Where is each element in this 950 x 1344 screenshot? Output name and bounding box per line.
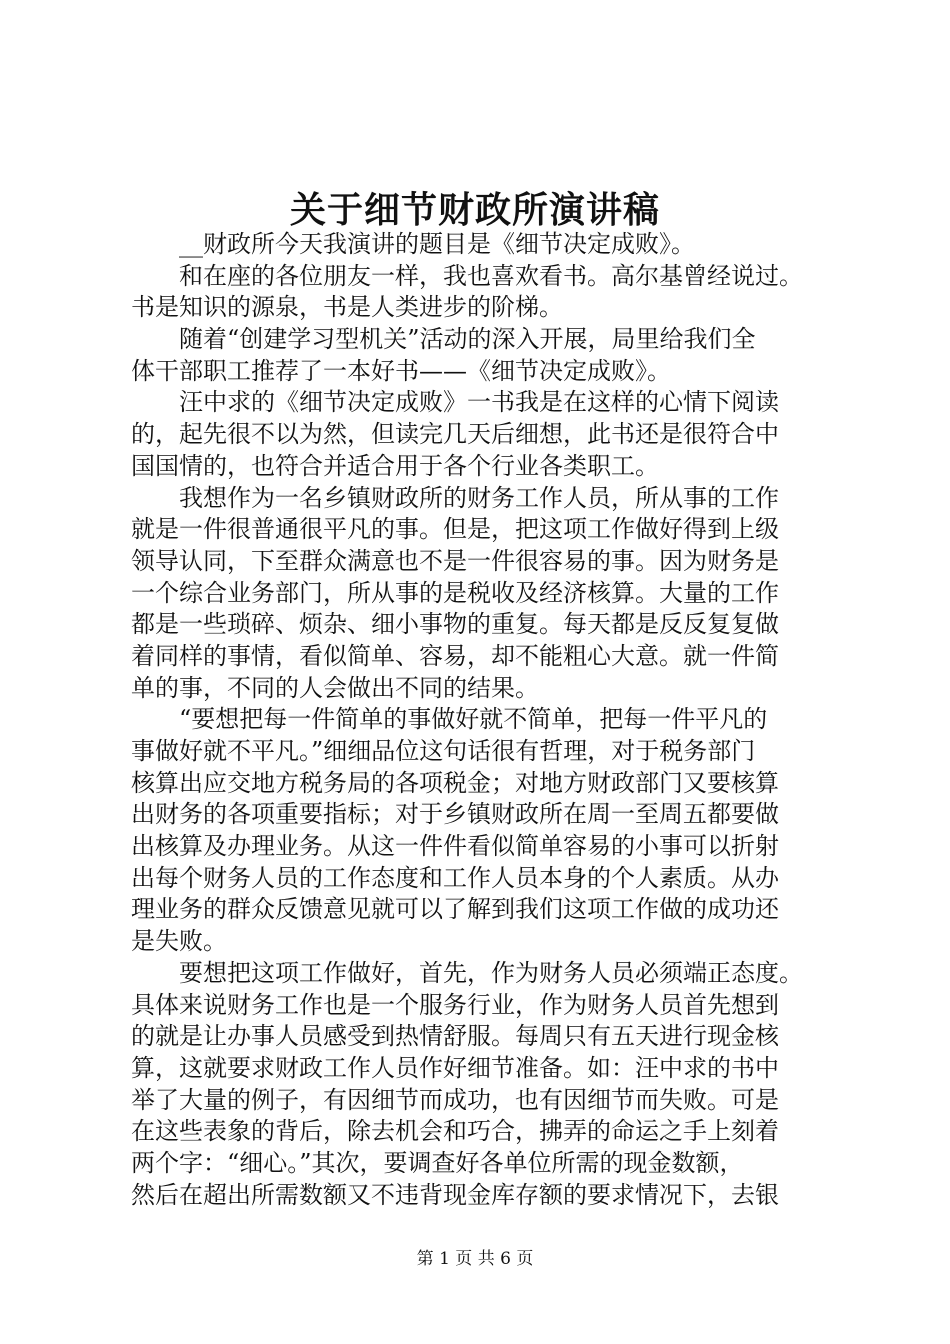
body-line: 核算出应交地方税务局的各项税金；对地方财政部门又要核算 [131,768,779,797]
body-line: 出核算及办理业务。从这一件件看似简单容易的小事可以折射 [131,832,779,861]
body-line: 就是一件很普通很平凡的事。但是，把这项工作做好得到上级 [131,515,779,544]
body-line: 的就是让办事人员感受到热情舒服。每周只有五天进行现金核 [131,1022,779,1051]
body-line: 国国情的，也符合并适合用于各个行业各类职工。 [131,451,659,480]
body-line: 书是知识的源泉，书是人类进步的阶梯。 [131,293,563,322]
body-line: 我想作为一名乡镇财政所的财务工作人员，所从事的工作 [131,483,779,512]
body-line: 在这些表象的背后，除去机会和巧合，拂弄的命运之手上刻着 [131,1117,779,1146]
body-line: 然后在超出所需数额又不违背现金库存额的要求情况下，去银 [131,1180,779,1209]
body-line: 出每个财务人员的工作态度和工作人员本身的个人素质。从办 [131,863,779,892]
body-line: 随着“创建学习型机关”活动的深入开展，局里给我们全 [131,325,756,354]
body-line: 要想把这项工作做好，首先，作为财务人员必须端正态度。 [131,958,803,987]
body-line: 汪中求的《细节决定成败》一书我是在这样的心情下阅读 [131,388,779,417]
body-line: 一个综合业务部门，所从事的是税收及经济核算。大量的工作 [131,578,779,607]
document-body [131,229,851,1211]
body-line: __财政所今天我演讲的题目是《细节决定成败》。 [131,230,695,258]
body-line: 具体来说财务工作也是一个服务行业，作为财务人员首先想到 [131,990,779,1019]
body-line: 两个字：“细心。”其次，要调查好各单位所需的现金数额， [131,1148,744,1177]
body-line: 理业务的群众反馈意见就可以了解到我们这项工作做的成功还 [131,895,779,924]
body-line: 的，起先很不以为然，但读完几天后细想，此书还是很符合中 [131,420,779,449]
body-line: 是失败。 [131,927,227,956]
body-line: “要想把每一件简单的事做好就不简单，把每一件平凡的 [131,705,768,734]
body-line: 单的事，不同的人会做出不同的结果。 [131,673,539,702]
body-line: 事做好就不平凡。”细细品位这句话很有哲理，对于税务部门 [131,737,756,765]
body-line: 举了大量的例子，有因细节而成功，也有因细节而失败。可是 [131,1085,779,1114]
body-line: 着同样的事情，看似简单、容易，却不能粗心大意。就一件简 [131,641,779,670]
document-title: 关于细节财政所演讲稿 [289,189,660,231]
body-line: 都是一些琐碎、烦杂、细小事物的重复。每天都是反反复复做 [131,610,779,639]
body-line: 和在座的各位朋友一样，我也喜欢看书。高尔基曾经说过。 [131,261,803,290]
body-line: 算，这就要求财政工作人员作好细节准备。如：汪中求的书中 [131,1053,779,1082]
body-line: 体干部职工推荐了一本好书——《细节决定成败》。 [131,356,671,385]
page-number-footer: 第 1 页 共 6 页 [416,1249,534,1269]
body-line: 领导认同，下至群众满意也不是一件很容易的事。因为财务是 [131,546,779,575]
body-line: 出财务的各项重要指标；对于乡镇财政所在周一至周五都要做 [131,800,779,829]
